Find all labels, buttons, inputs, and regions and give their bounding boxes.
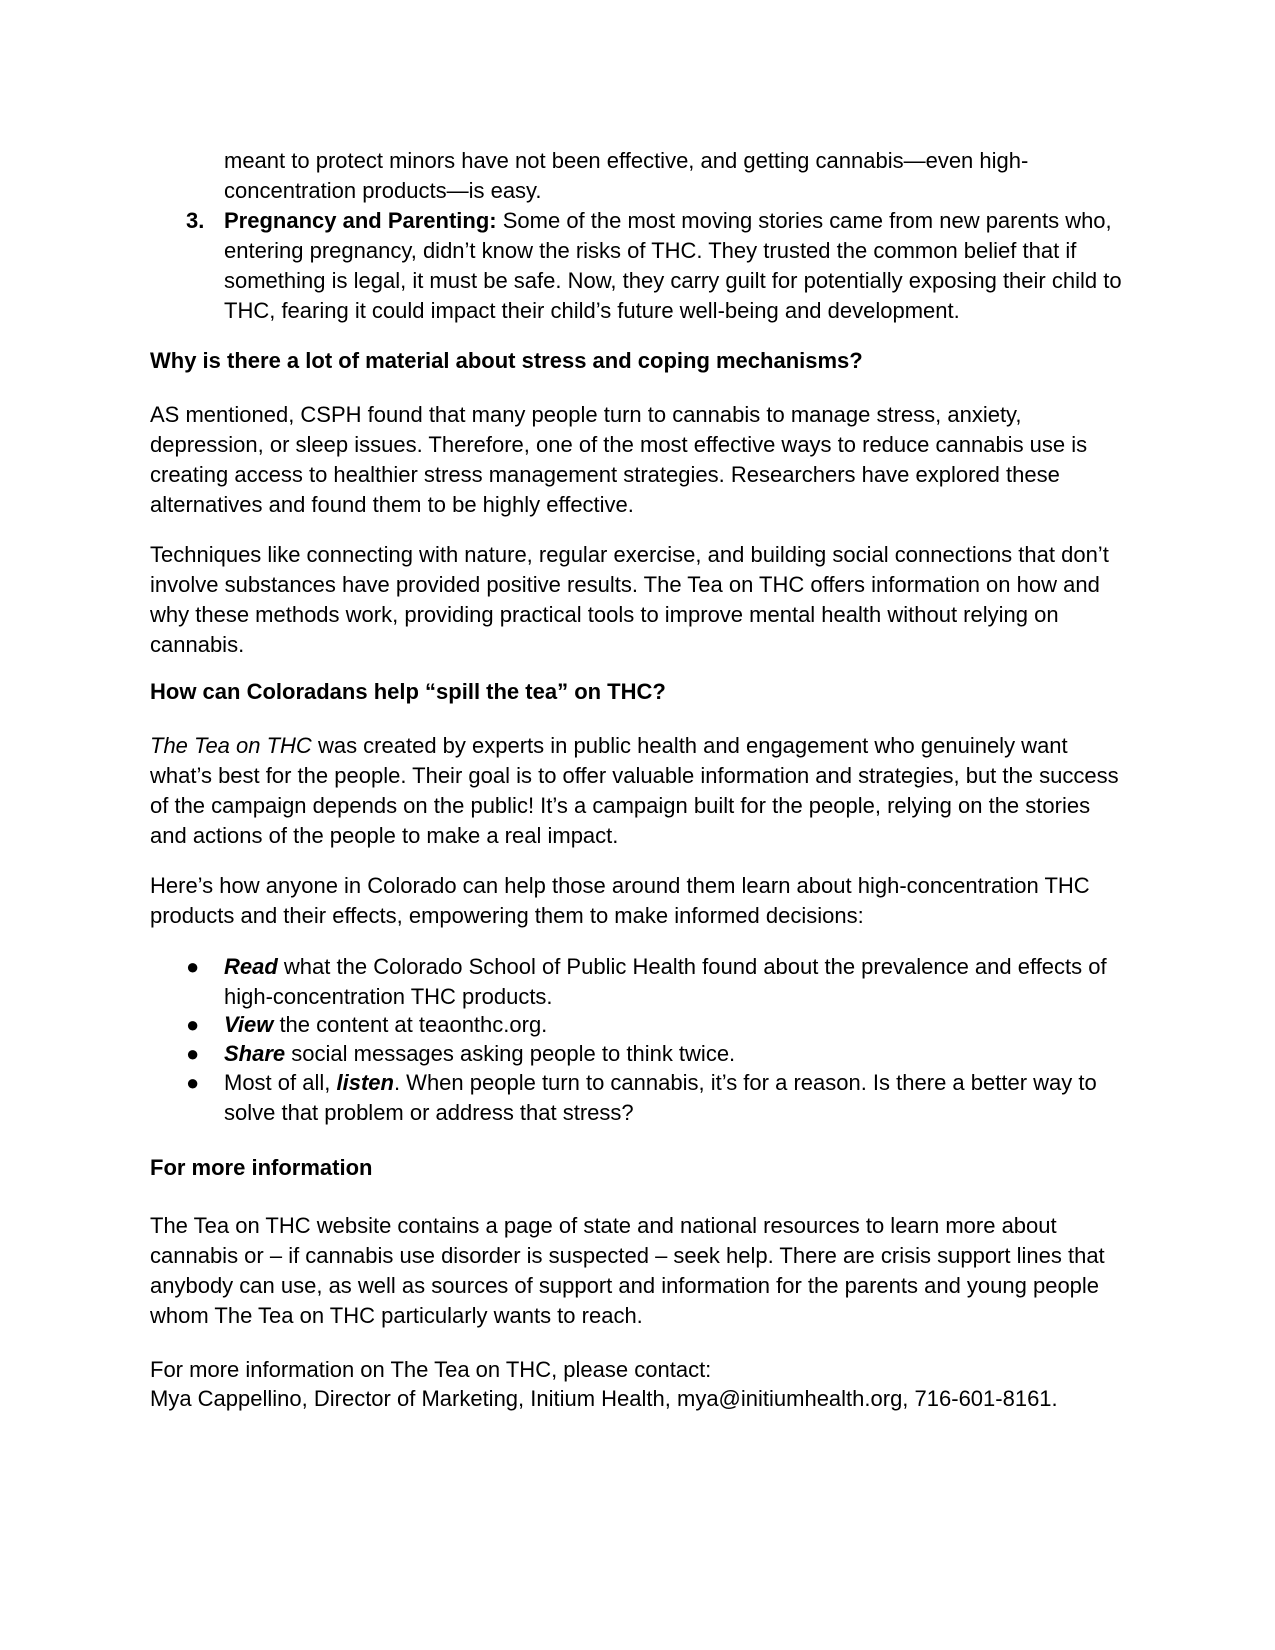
- bullet-text: [224, 952, 1130, 1012]
- bullet-emphasis: View: [224, 1012, 274, 1037]
- bullet-icon: ●: [186, 1070, 200, 1095]
- bullet-icon: ●: [186, 954, 200, 979]
- bullet-post: . When people turn to cannabis, it’s for a reason. Is there a better way to solve that problem or address that stress?: [224, 1070, 1097, 1125]
- bullet-emphasis: Share: [224, 1041, 286, 1066]
- bullet-icon: ●: [186, 1012, 200, 1037]
- bullet-text: [224, 1010, 1130, 1040]
- bullet-post: the content at teaonthc.org.: [273, 1012, 548, 1037]
- paragraph: [150, 731, 1130, 851]
- bullet-post: social messages asking people to think twice.: [285, 1041, 736, 1066]
- list-number: 3.: [186, 208, 205, 233]
- section-heading-stress: Why is there a lot of material about stress and coping mechanisms?: [150, 348, 863, 373]
- section-heading-more-info: For more information: [150, 1155, 373, 1180]
- contact-details: Mya Cappellino, Director of Marketing, Initium Health, mya@initiumhealth.org, 716-601-8161.: [150, 1386, 1058, 1411]
- contact-intro: For more information on The Tea on THC, please contact:: [150, 1357, 712, 1382]
- bullet-pre: Most of all,: [224, 1070, 337, 1095]
- bullet-text: [224, 1068, 1130, 1128]
- list-item-lead: Pregnancy and Parenting:: [224, 208, 497, 233]
- bullet-icon: ●: [186, 1041, 200, 1066]
- bullet-emphasis: Read: [224, 954, 278, 979]
- paragraph: Here’s how anyone in Colorado can help those around them learn about high-concentration THC products and their effects, empowering them to make informed decisions:: [150, 873, 1090, 928]
- list-item-2-continuation: meant to protect minors have not been effective, and getting cannabis—even high-concentration products—is easy.: [224, 148, 1029, 203]
- bullet-text: [224, 1039, 1130, 1069]
- campaign-name: The Tea on THC: [150, 733, 312, 758]
- bullet-emphasis: listen: [336, 1070, 394, 1095]
- paragraph: AS mentioned, CSPH found that many people turn to cannabis to manage stress, anxiety, depression, or sleep issues. Therefore, one of the most effective ways to reduce cannabis use is creating access to healthier stress management strategies. Researchers have explored these alternatives and found them to be highly effective.: [150, 402, 1088, 517]
- list-item-body: Some of the most moving stories came from new parents who, entering pregnancy, didn’t know the risks of THC. They trusted the common belief that if something is legal, it must be safe. Now, they carry guilt for potentially exposing their child to THC, fearing it could impact their child’s future well-being and development.: [224, 208, 1122, 323]
- paragraph: Techniques like connecting with nature, regular exercise, and building social connections that don’t involve substances have provided positive results. The Tea on THC offers information on how and why these methods work, providing practical tools to improve mental health without relying on cannabis.: [150, 542, 1109, 657]
- paragraph: The Tea on THC website contains a page of state and national resources to learn more about cannabis or – if cannabis use disorder is suspected – seek help. There are crisis support lines that anybody can use, as well as sources of support and information for the parents and young people whom The Tea on THC particularly wants to reach.: [150, 1213, 1105, 1328]
- list-item-text: [224, 206, 1130, 326]
- bullet-post: what the Colorado School of Public Health found about the prevalence and effects of high-concentration THC products.: [224, 954, 1107, 1009]
- paragraph-text: was created by experts in public health and engagement who genuinely want what’s best for the people. Their goal is to offer valuable information and strategies, but the success of the campaign depends on the public! It’s a campaign built for the people, relying on the stories and actions of the people to make a real impact.: [150, 733, 1119, 848]
- section-heading-spill-the-tea: How can Coloradans help “spill the tea” on THC?: [150, 679, 666, 704]
